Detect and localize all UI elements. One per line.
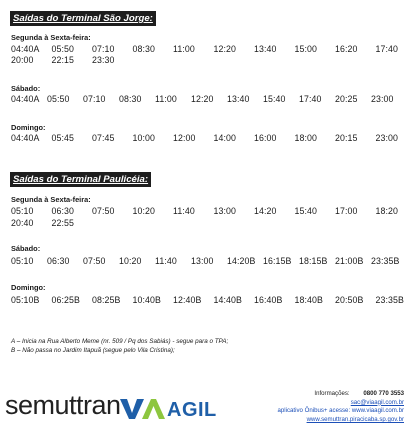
times-row: [11, 94, 407, 104]
departure-time: 15:40: [263, 94, 286, 104]
departure-time: 05:10: [11, 256, 34, 266]
day-label-weekday: Segunda à Sexta-feira:: [11, 195, 91, 204]
departure-time: 20:40: [11, 218, 34, 228]
departure-time: 21:00B: [335, 256, 364, 266]
day-label-sunday: Domingo:: [11, 283, 46, 292]
departure-time: 11:00: [173, 44, 195, 54]
departure-time: 04:40A: [11, 133, 40, 143]
departure-time: 06:30: [51, 206, 75, 216]
svg-text:AGIL: AGIL: [167, 399, 217, 421]
departure-time: 17:40: [299, 94, 322, 104]
section-title-sao-jorge: Saídas do Terminal São Jorge:: [10, 11, 156, 26]
departure-time: 23:00: [371, 94, 394, 104]
departure-time: 14:40B: [213, 295, 242, 305]
departure-time: 07:10: [92, 44, 115, 54]
departure-time: 11:00: [155, 94, 177, 104]
departure-time: 13:00: [191, 256, 214, 266]
departure-time: 22:15: [51, 55, 75, 65]
departure-time: 05:45: [51, 133, 75, 143]
departure-time: 13:40: [227, 94, 250, 104]
departure-time: 10:20: [119, 256, 142, 266]
website-link[interactable]: www.semuttran.piracicaba.sp.gov.br: [306, 415, 404, 423]
day-label-sunday: Domingo:: [11, 123, 46, 132]
contact-info: [277, 390, 404, 424]
day-label-weekday: Segunda à Sexta-feira:: [11, 33, 91, 42]
departure-time: 08:30: [119, 94, 142, 104]
footer: [0, 380, 417, 440]
viagil-logo: [120, 395, 235, 421]
times-row: [11, 206, 416, 216]
times-row: [11, 218, 92, 228]
departure-time: 18:00: [294, 133, 318, 143]
departure-time: 14:00: [213, 133, 237, 143]
departure-time: 16:00: [254, 133, 277, 143]
departure-time: 05:10: [11, 206, 34, 216]
departure-time: 18:40B: [294, 295, 323, 305]
departure-time: 14:20B: [227, 256, 256, 266]
departure-time: 07:45: [92, 133, 115, 143]
times-row: [11, 133, 416, 143]
departure-time: 18:15B: [299, 256, 328, 266]
departure-time: 10:20: [132, 206, 156, 216]
app-link[interactable]: aplicativo Ônibus+ acesse: www.viaagil.com.br: [277, 407, 404, 415]
day-label-saturday: Sábado:: [11, 84, 41, 93]
departure-time: 05:10B: [11, 295, 40, 305]
departure-time: 04:40A: [11, 44, 40, 54]
departure-time: 22:55: [51, 218, 75, 228]
times-row: [11, 256, 407, 266]
departure-time: 18:20: [375, 206, 399, 216]
semuttran-logo: semuttran: [5, 390, 121, 420]
departure-time: 20:00: [11, 55, 34, 65]
departure-time: 07:50: [83, 256, 106, 266]
departure-time: 12:40B: [173, 295, 202, 305]
departure-time: 11:40: [173, 206, 195, 216]
departure-time: 13:00: [213, 206, 237, 216]
departure-time: 11:40: [155, 256, 177, 266]
departure-time: 20:25: [335, 94, 358, 104]
section-title-pauliceia: Saídas do Terminal Paulicéia:: [10, 172, 151, 187]
phone-number: 0800 770 3553: [363, 390, 404, 397]
departure-time: 05:50: [51, 44, 75, 54]
departure-time: 07:10: [83, 94, 106, 104]
departure-time: 08:25B: [92, 295, 121, 305]
departure-time: 20:15: [335, 133, 358, 143]
departure-time: 06:30: [47, 256, 70, 266]
departure-time: 23:00: [375, 133, 399, 143]
times-row: [11, 55, 133, 65]
departure-time: 04:40A: [11, 94, 40, 104]
times-row: [11, 295, 416, 305]
info-label: Informações:: [314, 390, 350, 397]
times-row: [11, 44, 416, 54]
departure-time: 16:40B: [254, 295, 283, 305]
day-label-saturday: Sábado:: [11, 244, 41, 253]
departure-time: 10:40B: [132, 295, 161, 305]
departure-time: 13:40: [254, 44, 277, 54]
departure-time: 07:50: [92, 206, 115, 216]
departure-time: 23:30: [92, 55, 115, 65]
departure-time: 15:00: [294, 44, 318, 54]
departure-time: 12:20: [213, 44, 237, 54]
email-link[interactable]: sac@viaagil.com.br: [350, 398, 404, 406]
departure-time: 14:20: [254, 206, 277, 216]
departure-time: 12:20: [191, 94, 214, 104]
departure-time: 17:00: [335, 206, 358, 216]
departure-time: 23:35B: [375, 295, 404, 305]
departure-time: 06:25B: [51, 295, 80, 305]
note-a: A – Inicia na Rua Alberto Meme (nr. 509 / Pq dos Sabiás) - segue para o TPA;: [11, 338, 229, 345]
departure-time: 05:50: [47, 94, 70, 104]
departure-time: 08:30: [132, 44, 156, 54]
departure-time: 23:35B: [371, 256, 400, 266]
departure-time: 20:50B: [335, 295, 364, 305]
departure-time: 10:00: [132, 133, 156, 143]
departure-time: 12:00: [173, 133, 196, 143]
departure-time: 16:20: [335, 44, 358, 54]
departure-time: 17:40: [375, 44, 399, 54]
note-b: B – Não passa no Jardim Itapuã (segue pelo Vila Cristina);: [11, 347, 175, 354]
semuttran-logo-tagline: [5, 421, 6, 425]
departure-time: 15:40: [294, 206, 318, 216]
departure-time: 16:15B: [263, 256, 292, 266]
